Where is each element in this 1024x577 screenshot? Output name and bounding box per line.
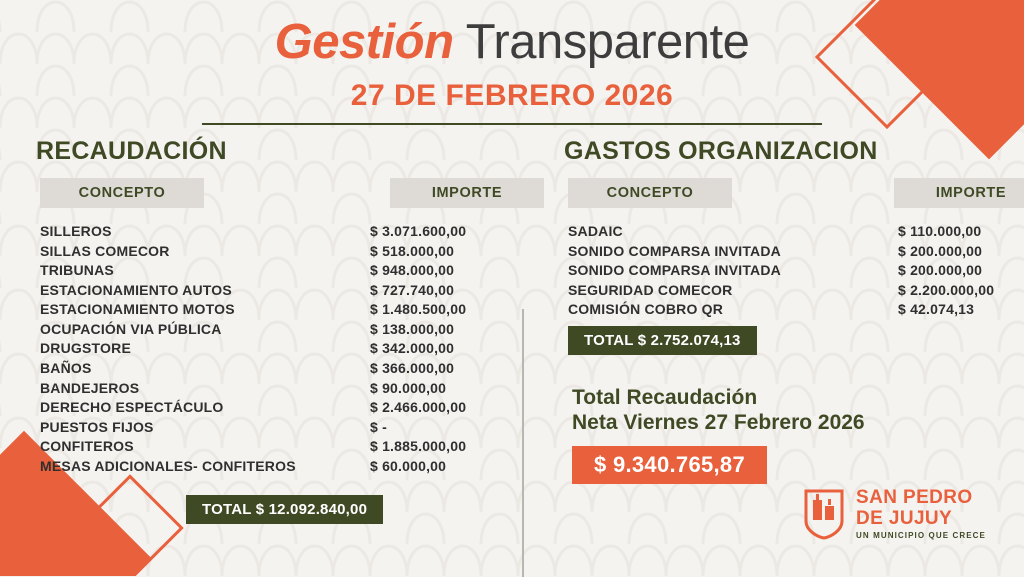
row-amount: $ 727.740,00 (370, 281, 455, 298)
table-row (564, 261, 1024, 281)
table-row (36, 261, 536, 281)
table-row (36, 320, 536, 340)
title-divider (202, 123, 822, 125)
gastos-total-badge: TOTAL $ 2.752.074,13 (568, 326, 757, 355)
municipality-logo (802, 488, 986, 540)
logo-text (856, 488, 986, 540)
row-amount: $ 3.071.600,00 (370, 222, 467, 239)
recaudacion-total-badge: TOTAL $ 12.092.840,00 (186, 495, 383, 524)
row-concept: SONIDO COMPARSA INVITADA (568, 242, 781, 259)
row-concept: DERECHO ESPECTÁCULO (40, 399, 224, 416)
table-row (564, 281, 1024, 301)
logo-line-1: SAN PEDRO (856, 487, 973, 508)
row-concept: BAÑOS (40, 360, 92, 377)
row-concept: PUESTOS FIJOS (40, 418, 154, 435)
row-concept: MESAS ADICIONALES- CONFITEROS (40, 458, 296, 475)
row-concept: SILLAS COMECOR (40, 242, 170, 259)
tables-container (0, 137, 1024, 524)
row-amount: $ 2.200.000,00 (898, 281, 995, 298)
page-title (0, 16, 1024, 69)
row-concept: COMISIÓN COBRO QR (568, 301, 724, 318)
recaudacion-header-row (36, 178, 536, 208)
row-concept: ESTACIONAMIENTO AUTOS (40, 281, 232, 298)
table-row (564, 242, 1024, 262)
table-row (36, 379, 536, 399)
row-concept: CONFITEROS (40, 438, 134, 455)
row-amount: $ 518.000,00 (370, 242, 455, 259)
row-concept: TRIBUNAS (40, 262, 114, 279)
recaudacion-section (36, 137, 536, 524)
row-concept: BANDEJEROS (40, 379, 140, 396)
page-title-strong: Gestión (274, 15, 454, 69)
row-concept: SILLEROS (40, 222, 112, 239)
row-amount: $ 60.000,00 (370, 458, 447, 475)
row-amount: $ 342.000,00 (370, 340, 455, 357)
net-total-block (564, 385, 1024, 484)
recaudacion-col-importe: IMPORTE (390, 178, 544, 208)
net-total-label-line2: Neta Viernes 27 Febrero 2026 (572, 411, 865, 435)
table-row (36, 339, 536, 359)
row-amount: $ 200.000,00 (898, 242, 983, 259)
gastos-rows (564, 222, 1024, 320)
table-row (564, 222, 1024, 242)
logo-tagline: UN MUNICIPIO QUE CRECE (856, 531, 986, 540)
gastos-title: GASTOS ORGANIZACION (564, 136, 878, 165)
row-concept: SEGURIDAD COMECOR (568, 281, 733, 298)
row-amount: $ 42.074,13 (898, 301, 975, 318)
recaudacion-rows (36, 222, 536, 477)
row-amount: $ 1.480.500,00 (370, 301, 467, 318)
row-amount: $ 200.000,00 (898, 262, 983, 279)
row-amount: $ 90.000,00 (370, 379, 447, 396)
table-row (564, 300, 1024, 320)
gastos-section (536, 137, 1024, 524)
page-date: 27 DE FEBRERO 2026 (350, 78, 674, 112)
table-row (36, 222, 536, 242)
table-row (36, 242, 536, 262)
gastos-total-wrap (564, 326, 1024, 355)
recaudacion-total-wrap (36, 495, 536, 524)
table-row (36, 359, 536, 379)
gastos-col-importe: IMPORTE (894, 178, 1024, 208)
row-concept: OCUPACIÓN VIA PÚBLICA (40, 320, 222, 337)
row-concept: SADAIC (568, 222, 623, 239)
table-row (36, 418, 536, 438)
table-row (36, 281, 536, 301)
page-title-rest: Transparente (453, 15, 750, 69)
row-concept: SONIDO COMPARSA INVITADA (568, 262, 781, 279)
row-amount: $ - (370, 418, 387, 435)
row-amount: $ 138.000,00 (370, 320, 455, 337)
row-amount: $ 366.000,00 (370, 360, 455, 377)
net-total-amount: $ 9.340.765,87 (572, 446, 767, 484)
table-row (36, 398, 536, 418)
row-concept: ESTACIONAMIENTO MOTOS (40, 301, 235, 318)
row-amount: $ 1.885.000,00 (370, 438, 467, 455)
table-row (36, 437, 536, 457)
row-concept: DRUGSTORE (40, 340, 131, 357)
recaudacion-col-concepto: CONCEPTO (40, 178, 204, 208)
gastos-col-concepto: CONCEPTO (568, 178, 732, 208)
shield-icon (802, 488, 846, 540)
net-total-label-line1: Total Recaudación (572, 385, 758, 409)
logo-line-2: DE JUJUY (856, 508, 953, 529)
recaudacion-title: RECAUDACIÓN (36, 136, 227, 165)
table-row (36, 300, 536, 320)
row-amount: $ 110.000,00 (898, 222, 982, 239)
gastos-header-row (564, 178, 1024, 208)
row-amount: $ 948.000,00 (370, 262, 455, 279)
table-row (36, 457, 536, 477)
row-amount: $ 2.466.000,00 (370, 399, 467, 416)
